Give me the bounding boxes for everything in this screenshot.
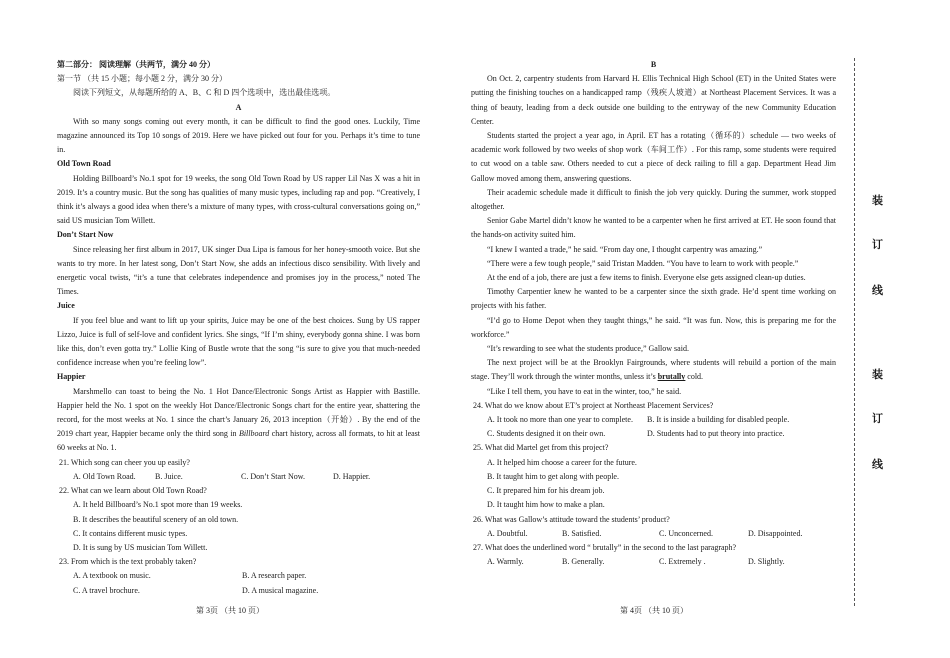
q23-option-d[interactable]: D. A musical magazine. xyxy=(242,585,319,595)
q22-option-d[interactable]: D. It is sung by US musician Tom Willett. xyxy=(73,542,208,552)
song-title-juice: Juice xyxy=(57,301,75,311)
question-23-options-row1 xyxy=(57,569,420,583)
q24-option-d[interactable]: D. Students had to put theory into practice. xyxy=(647,429,785,439)
right-column xyxy=(471,58,836,569)
song-text-old-town-road: Holding Billboard’s No.1 spot for 19 weeks, the song Old Town Road by US rapper Lil Nas X was a hit in 2019. It’s a country music. But the song has qualities of many music types, including rap and pop. “Creatively, I think it’s always a good idea when there’s a mixture of many types, with cross-cultural conversations going on,” said US musician Tom Willett. xyxy=(57,173,420,226)
page-footer-left: 第 3页 （共 10 页） xyxy=(196,606,264,615)
passage-b-p2: Students started the project a year ago, in April. ET has a rotating（循环的）schedule — two weeks of academic work followed by two weeks of shop work（车间工作）. For this ramp, some students were required to cut wood on a table saw. Others needed to cut a piece of deck railing to fill a gap. Department Head Jim Gallow moved among them, answering questions. xyxy=(471,131,836,183)
q25-option-c[interactable]: C. It prepared him for his dream job. xyxy=(487,486,605,496)
song-title-happier: Happier xyxy=(57,372,86,382)
passage-b-p6: “There were a few tough people,” said Tristan Madden. “You have to learn to work with people.” xyxy=(487,258,799,268)
q24-option-b[interactable]: B. It is inside a building for disabled people. xyxy=(647,415,790,425)
binding-char-ding: 订 xyxy=(872,238,883,251)
q21-option-b[interactable]: B. Juice. xyxy=(155,471,183,481)
underlined-word-brutally: brutally xyxy=(657,372,686,382)
question-21-options xyxy=(57,470,420,484)
q22-option-a[interactable]: A. It held Billboard’s No.1 spot more than 19 weeks. xyxy=(73,500,243,510)
question-23: 23. From which is the text probably taken? xyxy=(59,557,197,567)
billboard-italic: Billboard xyxy=(238,429,270,439)
passage-b-p8: Timothy Carpentier knew he wanted to be a carpenter since the sixth grade. He’d spent time working on projects with his father. xyxy=(471,287,836,311)
passage-label-b: B xyxy=(650,60,657,69)
question-26: 26. What was Gallow’s attitude toward the students’ product? xyxy=(473,514,670,524)
q24-option-a[interactable]: A. It took no more than one year to complete. xyxy=(487,415,633,425)
passage-b-p7: At the end of a job, there are just a few items to finish. Everyone else gets assigned clean-up duties. xyxy=(487,273,806,283)
section-title: 第二部分： 阅读理解（共两节，满分 40 分） xyxy=(57,60,215,69)
question-21: 21. Which song can cheer you up easily? xyxy=(59,457,190,467)
binding-line xyxy=(854,58,855,606)
instruction: 阅读下列短文，从每题所给的 A、B、C 和 D 四个选项中，选出最佳选项。 xyxy=(73,88,336,98)
q23-option-c[interactable]: C. A travel brochure. xyxy=(73,585,140,595)
passage-label-a: A xyxy=(235,102,242,112)
question-27-options xyxy=(471,555,836,569)
left-column xyxy=(57,58,420,598)
question-24-options-row2 xyxy=(471,427,836,441)
part-line: 第一节 （共 15 小题；每小题 2 分，满分 30 分） xyxy=(57,74,227,84)
passage-b-p10: “It’s rewarding to see what the students produce,” Gallow said. xyxy=(487,344,689,354)
q21-option-d[interactable]: D. Happier. xyxy=(333,471,371,481)
q27-option-b[interactable]: B. Generally. xyxy=(562,557,605,567)
q22-option-b[interactable]: B. It describes the beautiful scenery of an old town. xyxy=(73,514,239,524)
binding-char-zhuang: 装 xyxy=(872,194,883,207)
passage-b-p4: Senior Gabe Martel didn’t know he wanted to be a carpenter when he first arrived at ET. He soon found that the hands-on activity suited him. xyxy=(471,216,836,240)
passage-b-p5: “I knew I wanted a trade,” he said. “From day one, I thought carpentry was amazing.” xyxy=(487,244,763,254)
song-title-dont-start-now: Don’t Start Now xyxy=(57,230,114,240)
q25-option-a[interactable]: A. It helped him choose a career for the future. xyxy=(487,457,637,467)
q25-option-d[interactable]: D. It taught him how to make a plan. xyxy=(487,500,605,510)
page-footer-right: 第 4页 （共 10 页） xyxy=(620,606,688,615)
q24-option-c[interactable]: C. Students designed it on their own. xyxy=(487,429,606,439)
passage-b-p12: “Like I tell them, you have to eat in the winter, too,” he said. xyxy=(487,386,682,396)
passage-b-p11: The next project will be at the Brooklyn Fairgrounds, where students will rebuild a portion of the main stage. They’ll work through the winter months, unless it’s brutally cold. xyxy=(471,358,836,382)
song-title-old-town-road: Old Town Road xyxy=(57,159,111,169)
q21-option-a[interactable]: A. Old Town Road. xyxy=(73,471,136,481)
q26-option-a[interactable]: A. Doubtful. xyxy=(487,528,528,538)
song-text-happier: Marshmello can toast to being the No. 1 Hot Dance/Electronic Songs Artist as Happier with Bastille. Happier held the No. 1 spot on the weekly Hot Dance/Electronic Songs chart for the entire year, shattering the record, for the most weeks at No. 1 since the chart’s January 26, 2013 inception（开始）. By the end of the 2019 chart year, Happier became only the third song in Billboard chart history, across all formats, to hit at least 60 weeks at No. 1. xyxy=(57,386,421,453)
q25-option-b[interactable]: B. It taught him to get along with people. xyxy=(487,471,619,481)
passage-b-p3: Their academic schedule made it difficult to finish the job very quickly. During the summer, work stopped altogether. xyxy=(471,187,836,212)
q23-option-b[interactable]: B. A research paper. xyxy=(242,571,307,581)
question-27: 27. What does the underlined word “ brutally” in the second to the last paragraph? xyxy=(473,542,737,552)
q22-option-c[interactable]: C. It contains different music types. xyxy=(73,528,188,538)
question-25: 25. What did Martel get from this project? xyxy=(473,443,609,453)
q27-option-c[interactable]: C. Extremely . xyxy=(659,557,706,567)
passage-b-p1: On Oct. 2, carpentry students from Harvard H. Ellis Technical High School (ET) in the United States were putting the finishing touches on a handicapped ramp（残疾人坡道）at Northeast Placement Services. It was a thing of beauty, leading from a deck outside one building to the entryway of the new Community Education Center. xyxy=(471,74,836,126)
song-text-dont-start-now: Since releasing her first album in 2017, UK singer Dua Lipa is famous for her honey-smooth voice. But she wants to try more. In her latest song, Don’t Start Now, she adds an infectious disco sensibility. With lively and energetic vocal twists, “it’s a tune that celebrates independence and promises joy in the process,” noted The Times. xyxy=(57,244,420,297)
question-24: 24. What do we know about ET’s project at Northeast Placement Services? xyxy=(473,400,714,410)
binding-char-zhuang-2: 装 xyxy=(872,368,883,381)
binding-char-ding-2: 订 xyxy=(872,412,883,425)
question-24-options-row1 xyxy=(471,413,836,427)
q23-option-a[interactable]: A. A textbook on music. xyxy=(73,571,151,581)
question-26-options xyxy=(471,527,836,541)
binding-char-xian-2: 线 xyxy=(872,458,883,471)
binding-char-xian: 线 xyxy=(872,284,883,297)
passage-a-intro: With so many songs coming out every month, it can be difficult to find the good ones. Luckily, Time magazine announced its Top 10 songs of 2019. Here we have picked out four for you. Perhaps it’s time to tune in. xyxy=(57,116,420,155)
q26-option-d[interactable]: D. Disappointed. xyxy=(748,528,803,538)
question-23-options-row2 xyxy=(57,584,420,598)
passage-b-p9: “I’d go to Home Depot when they taught things,” he said. “It was fun. Now, this is preparing me for the workforce.” xyxy=(471,315,836,339)
q27-option-a[interactable]: A. Warmly. xyxy=(487,557,524,567)
question-22: 22. What can we learn about Old Town Road? xyxy=(59,486,207,496)
q26-option-c[interactable]: C. Unconcerned. xyxy=(659,528,713,538)
q27-option-d[interactable]: D. Slightly. xyxy=(748,557,785,567)
q26-option-b[interactable]: B. Satisfied. xyxy=(562,528,602,538)
song-text-juice: If you feel blue and want to lift up your spirits, Juice may be one of the best choices. Sung by US rapper Lizzo, Juice is full of self-love and confident lyrics. She sings, “If I’m shiny, everybody gonna shine. I was born like this, don’t even gotta try.” Lollie King of Bustle wrote that the song “is sure to give you that much-needed confidence increase when you’re feeling low”. xyxy=(57,315,420,368)
q21-option-c[interactable]: C. Don’t Start Now. xyxy=(241,471,305,481)
